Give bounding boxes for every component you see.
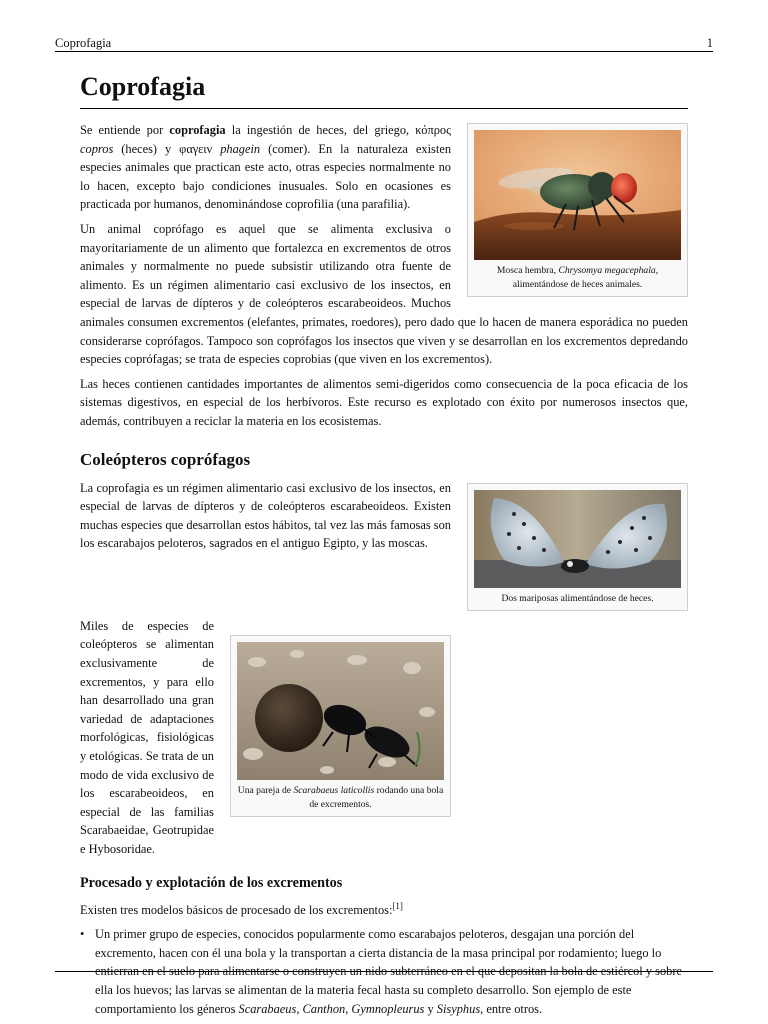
figure-fly: [467, 123, 688, 297]
butterflies-photo: [474, 490, 681, 588]
intro-paragraph-2: Un animal coprófago es aquel que se alimenta exclusiva o mayoritariamente de un alimento que fortalezca en excrementos de otros animales y normalmente no puede subsistir utilizando otra fuente de alimento. Es un régimen alimentario casi exclusivo de los insectos, en especial de larvas de dípteros y de coleópteros escarabeoideos. Muchos animales consumen excrementos (elefantes, primates, roedores), pero dado que lo hacen de manera esporádica no pueden considerarse coprófagos. Tampoco son coprófagos los insectos que viven y se desarrollan en los excrementos depredando especies coprófagas; se trata de especies coprobias (que viven en los excrementos).: [80, 221, 688, 367]
intro-paragraph-3: Las heces contienen cantidades importantes de alimentos semi-digeridos como consecuencia de la poca eficacia de los sistemas digestivos, en especial de los herbívoros. Este recurso es explotado con éxito por numerosos insectos que, además, contribuyen a reciclar la materia en los ecosistemas.: [80, 376, 688, 428]
text: , entre otros.: [480, 1001, 543, 1016]
subsection-intro: [80, 901, 688, 920]
article-body: [80, 70, 688, 1018]
article-title: Coprofagia: [80, 70, 688, 109]
text: ,: [296, 1001, 303, 1016]
reference-link[interactable]: [1]: [392, 900, 403, 911]
term-italic: copros: [80, 141, 114, 156]
figure-butterflies-caption: Dos mariposas alimentándose de heces.: [501, 592, 654, 604]
text: (heces) y φαγειν: [113, 141, 221, 156]
caption-species: Chrysomya megacephala: [558, 265, 656, 276]
text: Se entiende por: [80, 123, 170, 137]
caption-species: Scarabaeus laticollis: [293, 784, 375, 796]
caption-text-end: , alimentándose de heces animales.: [512, 265, 659, 290]
running-header-title: Coprofagia: [55, 36, 112, 50]
figure-dung-beetles: [230, 635, 451, 817]
caption-text: Mosca hembra,: [496, 265, 559, 276]
section-heading-coleopteros: Coleópteros coprófagos: [80, 449, 251, 469]
text: (comer). En la naturaleza existen especies animales que practican este acto, otras especies normalmente no lo hacen, excepto bajo condiciones inusuales. Solo en ocasiones es practicada por humanos, denominándose coprofilia (una parafilia).: [80, 141, 452, 212]
text: Un primer grupo de especies, conocidos popularmente como escarabajos peloteros, desgajan una porción del excremento, hacen con él una bola y la transportan a cierta distancia de la masa principal por rodamiento; luego lo entierran en el suelo para alimentarse o construyen un nido subterráneo en el que depositan la bola de estiércol y sobre ella los huevos; las larvas se alimentan de la materia fecal hasta su completo desarrollo. Son ejemplo de este comportamiento los géneros: [95, 927, 682, 1016]
text: y: [424, 1001, 437, 1016]
footer-rule: [55, 971, 713, 972]
section1-paragraph-1: La coprofagia es un régimen alimentario casi exclusivo de los insectos, en especial de larvas de dípteros y de coleópteros escarabeoideos. Existen muchas especies que desarrollan estos hábitos, tal vez las más famosas son los escarabajos peloteros, sagrados en el antiguo Egipto, y las moscas.: [80, 480, 451, 551]
caption-text: Una pareja de: [237, 784, 294, 796]
figure-dung-beetles-caption: [237, 784, 444, 812]
text: la ingestión de heces, del griego, κόπρος: [225, 123, 452, 137]
running-header: [55, 36, 713, 52]
term-italic: phagein: [220, 141, 261, 156]
genus-name: Canthon: [302, 1001, 346, 1016]
figure-butterflies: [467, 483, 688, 611]
genus-name: Sisyphus: [436, 1001, 481, 1016]
text: Existen tres modelos básicos de procesado de los excrementos:: [80, 902, 393, 917]
text: ,: [345, 1001, 352, 1016]
dung-beetles-photo: [237, 642, 444, 780]
term-bold: coprofagia: [169, 123, 226, 137]
figure-fly-caption: [474, 264, 681, 292]
genus-name: Gymnopleurus: [351, 1001, 425, 1016]
section1-paragraph-2: Miles de especies de coleópteros se alimentan exclusivamente de excrementos, y para ello han desarrollado una gran variedad de adaptaciones morfológicas, fisiológicas y etológicas. Se trata de un modo de vida exclusivo de los escarabeoideos, en especial de las familias Scarabaeidae, Geotrupidae e Hybosoridae.: [80, 618, 214, 856]
caption-text-end: rodando una bola de excrementos.: [309, 784, 444, 810]
page-number: 1: [706, 36, 713, 50]
subsection-heading-procesado: Procesado y explotación de los excrementos: [80, 874, 343, 891]
genus-name: Scarabaeus: [238, 1001, 297, 1016]
fly-photo: [474, 130, 681, 260]
